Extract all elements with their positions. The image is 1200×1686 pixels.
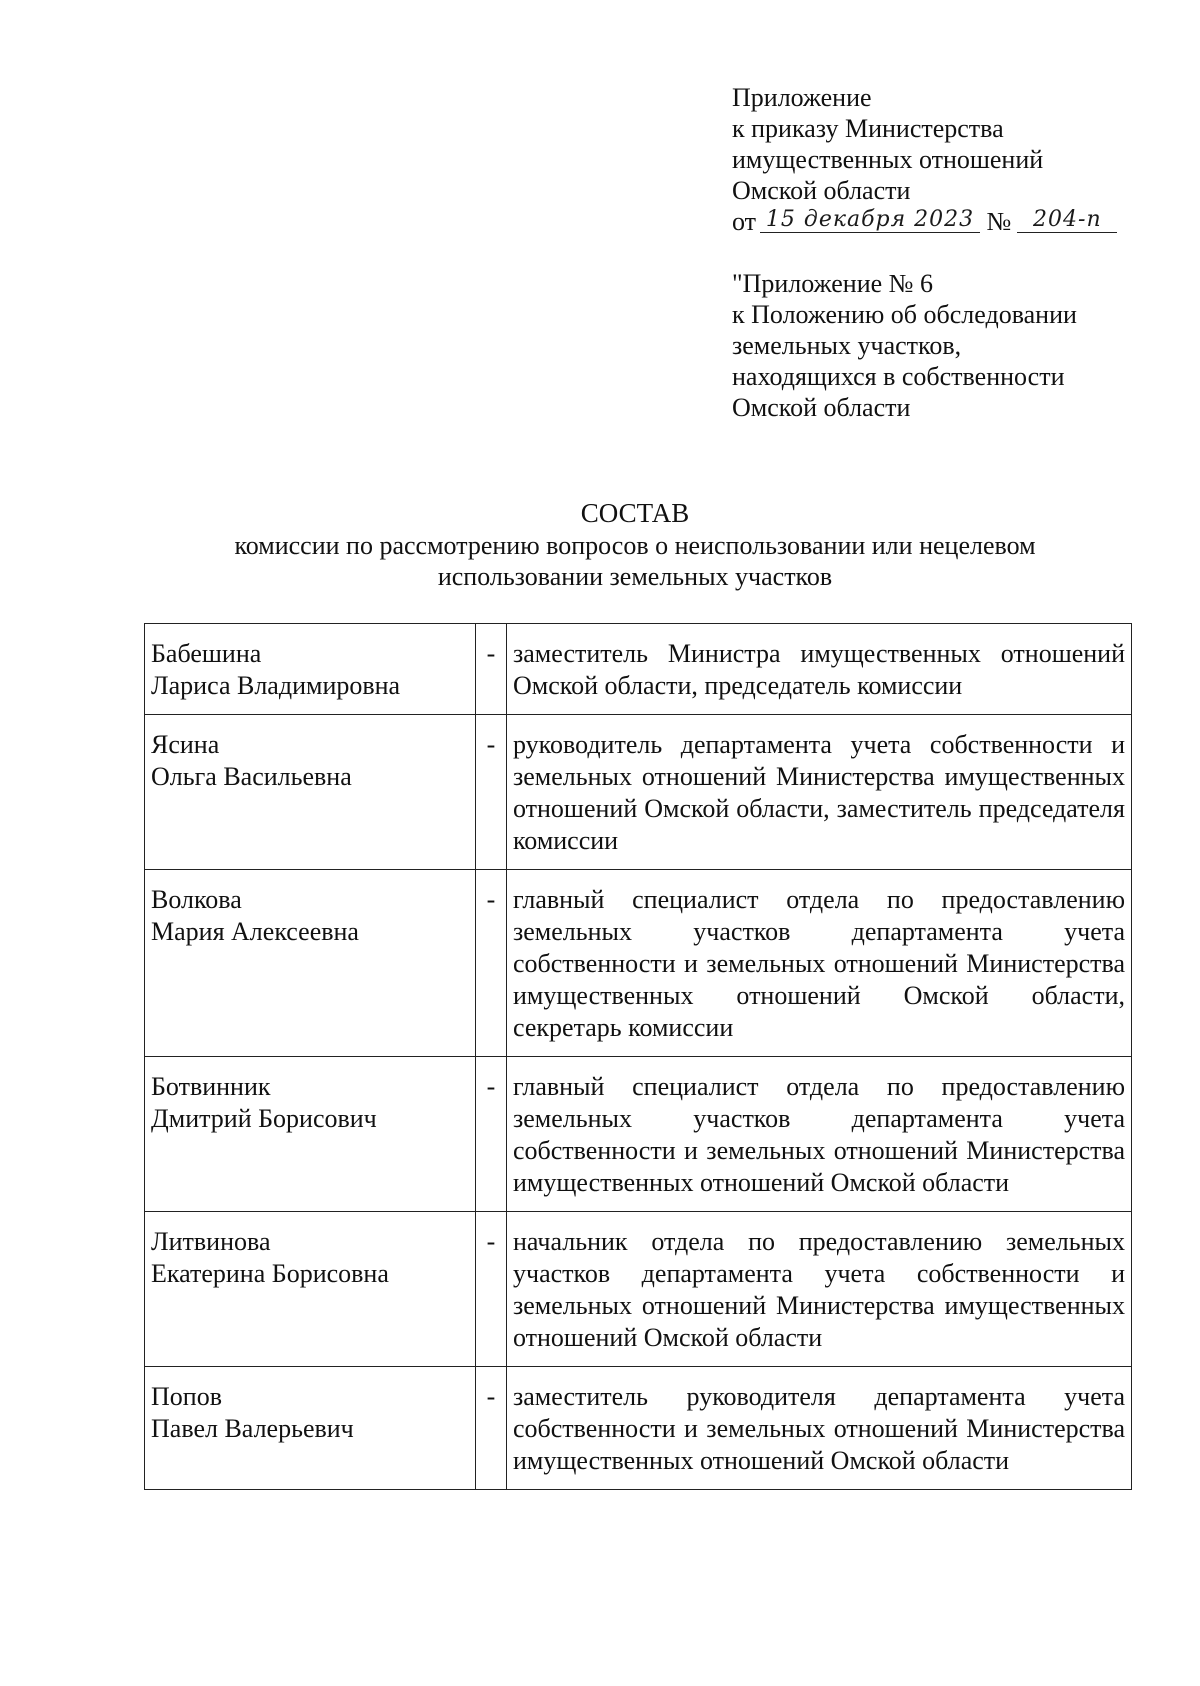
member-surname: Ясина [151, 730, 220, 759]
annex-line: находящихся в собственности [732, 362, 1065, 391]
member-row [145, 715, 1132, 870]
annex-header [732, 268, 1077, 423]
order-date-field [760, 206, 980, 233]
number-sign: № [986, 207, 1012, 236]
member-role: руководитель департамента учета собственности и земельных отношений Министерства имущественных отношений Омской области, заместитель председателя комиссии [507, 715, 1132, 870]
member-name-cell [145, 715, 476, 870]
annex-line: Омской области [732, 393, 911, 422]
member-dash: - [476, 715, 507, 870]
member-role: главный специалист отдела по предоставлению земельных участков департамента учета собственности и земельных отношений Министерства имущественных отношений Омской области, секретарь комиссии [507, 870, 1132, 1057]
member-dash: - [476, 1212, 507, 1367]
member-name-cell [145, 1057, 476, 1212]
member-role: заместитель руководителя департамента учета собственности и земельных отношений Министерства имущественных отношений Омской области [507, 1367, 1132, 1490]
header-line: Омской области [732, 176, 911, 205]
member-given-name: Мария Алексеевна [151, 917, 359, 946]
member-surname: Попов [151, 1382, 222, 1411]
member-row [145, 1212, 1132, 1367]
member-row [145, 624, 1132, 715]
subtitle-line: комиссии по рассмотрению вопросов о неиспользовании или нецелевом [234, 531, 1036, 560]
commission-members-table [144, 623, 1132, 1490]
annex-line: земельных участков, [732, 331, 962, 360]
date-prefix: от [732, 207, 757, 236]
document-title: СОСТАВ [580, 498, 690, 528]
handwritten-number: 204-п [1033, 207, 1102, 232]
members-table-body [145, 624, 1132, 1490]
order-date-number-line [732, 206, 1117, 237]
member-name-cell [145, 1367, 476, 1490]
header-line: Приложение [732, 83, 872, 112]
handwritten-date: 15 декабря 2023 [765, 207, 975, 232]
header-line: к приказу Министерства [732, 114, 1004, 143]
member-row [145, 1057, 1132, 1212]
header-line: имущественных отношений [732, 145, 1044, 174]
member-surname: Волкова [151, 885, 242, 914]
member-surname: Литвинова [151, 1227, 271, 1256]
member-role: заместитель Министра имущественных отношений Омской области, председатель комиссии [507, 624, 1132, 715]
order-number-field [1017, 206, 1117, 233]
member-name-cell [145, 624, 476, 715]
appendix-header [732, 82, 1117, 237]
annex-line: "Приложение № 6 [732, 269, 933, 298]
member-row [145, 1367, 1132, 1490]
member-name-cell [145, 870, 476, 1057]
member-name-cell [145, 1212, 476, 1367]
member-given-name: Павел Валерьевич [151, 1414, 354, 1443]
member-dash: - [476, 1367, 507, 1490]
annex-line: к Положению об обследовании [732, 300, 1077, 329]
member-role: главный специалист отдела по предоставлению земельных участков департамента учета собственности и земельных отношений Министерства имущественных отношений Омской области [507, 1057, 1132, 1212]
member-surname: Бабешина [151, 639, 262, 668]
member-given-name: Ольга Васильевна [151, 762, 352, 791]
member-surname: Ботвинник [151, 1072, 271, 1101]
member-given-name: Екатерина Борисовна [151, 1259, 389, 1288]
member-dash: - [476, 624, 507, 715]
document-subtitle [0, 530, 1200, 592]
member-given-name: Лариса Владимировна [151, 671, 401, 700]
member-role: начальник отдела по предоставлению земельных участков департамента учета собственности и земельных отношений Министерства имущественных отношений Омской области [507, 1212, 1132, 1367]
member-row [145, 870, 1132, 1057]
member-dash: - [476, 1057, 507, 1212]
member-dash: - [476, 870, 507, 1057]
member-given-name: Дмитрий Борисович [151, 1104, 377, 1133]
subtitle-line: использовании земельных участков [437, 562, 833, 591]
